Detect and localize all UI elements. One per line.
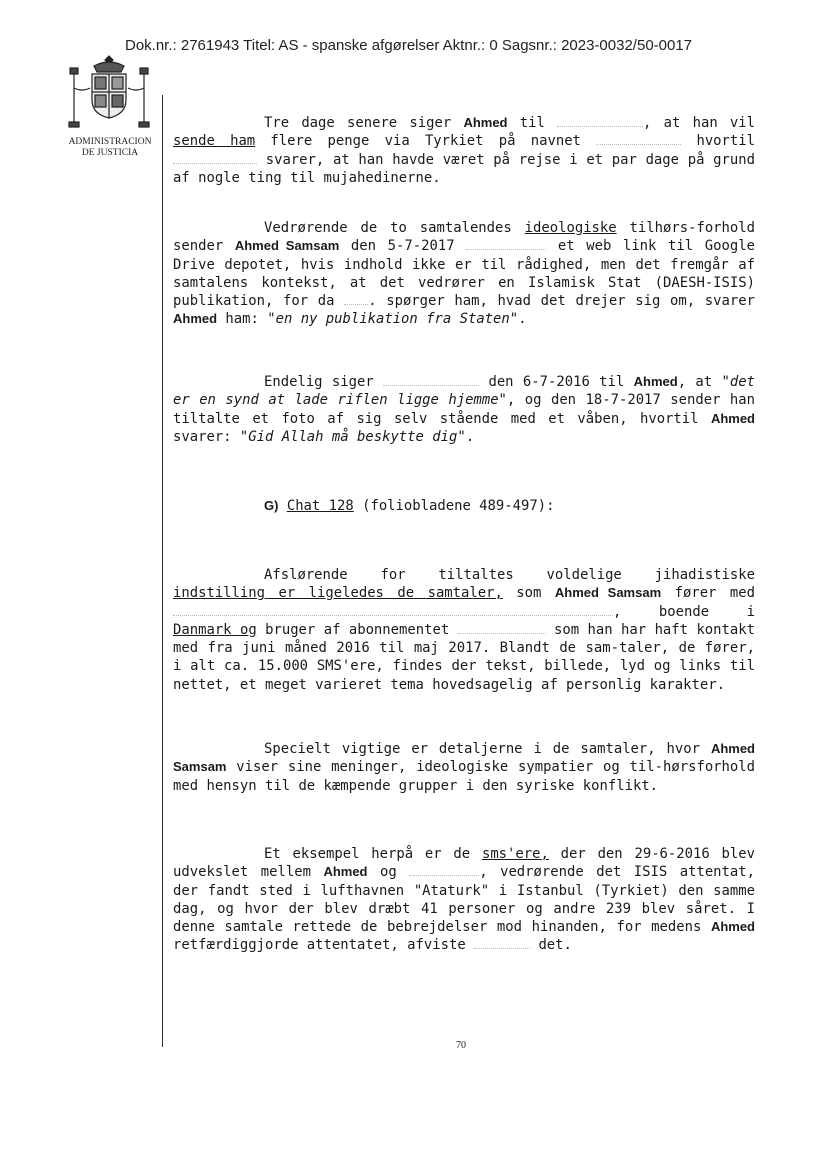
text-underlined: Danmark og: [173, 621, 257, 638]
text-italic: "en ny publikation fra Staten": [267, 311, 519, 328]
text: Tre dage senere siger: [264, 115, 464, 131]
redaction: [344, 294, 368, 305]
name-bold: Ahmed: [173, 311, 218, 327]
document-header: Dok.nr.: 2761943 Titel: AS - spanske afgørelser Aktnr.: 0 Sagsnr.: 2023-0032/50-0017: [125, 37, 693, 54]
text-italic: "Gid Allah må beskytte dig": [239, 428, 466, 445]
heading-folios: (foliobladene 489-497):: [353, 498, 555, 514]
text: bruger af abonnementet: [256, 621, 458, 638]
text: , og den 18-7-2017 sender han tiltalte et foto af sig selv stående med et våben, hvortil: [173, 392, 755, 427]
name-bold: Ahmed Samsam: [234, 238, 340, 254]
name-bold: Ahmed: [633, 374, 678, 389]
text: Endelig siger: [264, 374, 384, 390]
text: hvortil: [681, 133, 755, 150]
text: tilhørs-forhold sender: [173, 220, 755, 255]
spanish-justice-crest-icon: [64, 52, 154, 132]
paragraph-4: [173, 566, 755, 694]
text: viser sine meninger, ideologiske sympatier og til-hørsforhold med hensyn til de kæmpende grupper i den syriske konflikt.: [173, 759, 755, 794]
paragraph-2: [173, 219, 755, 329]
text: den 6-7-2016 til: [479, 374, 634, 390]
paragraph-3: [173, 373, 755, 446]
text: , at han vil: [643, 115, 755, 131]
text: det.: [530, 937, 572, 954]
name-bold: Ahmed: [463, 115, 508, 130]
text: Afslørende for tiltaltes voldelige jihadistiske: [264, 567, 755, 583]
redaction: [474, 938, 530, 949]
name-bold: Ahmed Samsam: [554, 585, 662, 601]
paragraph-1: [173, 114, 755, 187]
redaction: [596, 134, 681, 145]
text: som: [502, 585, 555, 602]
paragraph-5: [173, 740, 755, 795]
text-italic: "det er en synd at lade riflen ligge hjemme": [173, 374, 755, 409]
name-bold: Ahmed Samsam: [173, 741, 755, 775]
redaction: [557, 116, 643, 127]
redaction: [383, 375, 479, 386]
text: svarer:: [173, 428, 240, 445]
name-bold: Ahmed: [710, 919, 755, 935]
redaction: [466, 239, 546, 250]
text: . spørger ham, hvad det drejer sig om, svarer: [368, 293, 755, 310]
text-underlined: indstilling er ligeledes de samtaler,: [173, 585, 503, 602]
name-bold: Ahmed: [710, 410, 755, 426]
redaction: [409, 865, 479, 876]
text: .: [518, 311, 527, 328]
redaction: [173, 605, 613, 616]
redaction: [173, 153, 257, 164]
heading-chat: Chat 128: [286, 498, 354, 514]
text: fører med: [661, 585, 755, 602]
text: .: [465, 428, 475, 445]
text: Vedrørende de to samtalendes: [264, 220, 525, 236]
text: den 5-7-2017: [339, 238, 467, 255]
text-underlined: sende ham: [173, 133, 256, 150]
redaction: [458, 623, 546, 634]
crest-caption-line1: ADMINISTRACION: [68, 137, 152, 147]
text: flere penge via Tyrkiet på navnet: [255, 133, 597, 150]
text: og: [367, 864, 410, 881]
text-underlined: ideologiske: [524, 220, 617, 236]
text: der den 29-6-2016 blev udvekslet mellem: [173, 846, 755, 881]
text: ham:: [217, 311, 268, 328]
margin-rule: [162, 95, 163, 1047]
text: , vedrørende det ISIS attentat, der fandt sted i lufthavnen "Ataturk" i Istanbul (Tyrkiet) den samme dag, og hvor der blev dræbt 41 personer og andre 239 blev såret. I denne samtale rettede de bebrejdelser mod hinanden, for medens: [173, 864, 755, 936]
text: til: [507, 115, 558, 131]
heading-letter: G): [264, 498, 279, 513]
text: svarer, at han havde været på rejse i et par dage på grund af nogle ting til mujahedinerne.: [173, 151, 755, 186]
text: et web link til Google Drive depotet, hvis indhold ikke er til rådighed, men det fremgår af samtalens kontekst, at det vedrører en Islamisk Stat (DAESH-ISIS) publikation, for da: [173, 238, 755, 310]
crest-caption-line2: DE JUSTICIA: [81, 148, 139, 158]
text: , boende i: [613, 603, 755, 620]
crest-caption: [40, 137, 180, 159]
name-bold: Ahmed: [323, 864, 368, 880]
text: Et eksempel herpå er de: [264, 846, 482, 862]
page-number: 70: [456, 1040, 466, 1051]
text-underlined: sms'ere,: [481, 846, 549, 862]
paragraph-6: [173, 845, 755, 955]
text: retfærdiggjorde attentatet, afviste: [173, 937, 475, 954]
text: som han har haft kontakt med fra juni måned 2016 til maj 2017. Blandt de sam-taler, de fører, i alt ca. 15.000 SMS'ere, findes der tekst, billede, lyd og links til nettet, et meget varieret tema hovedsagelig af personlig karakter.: [173, 621, 755, 693]
text: Specielt vigtige er detaljerne i de samtaler, hvor: [264, 741, 711, 757]
text: , at: [677, 374, 722, 390]
section-heading-g: [173, 497, 755, 515]
